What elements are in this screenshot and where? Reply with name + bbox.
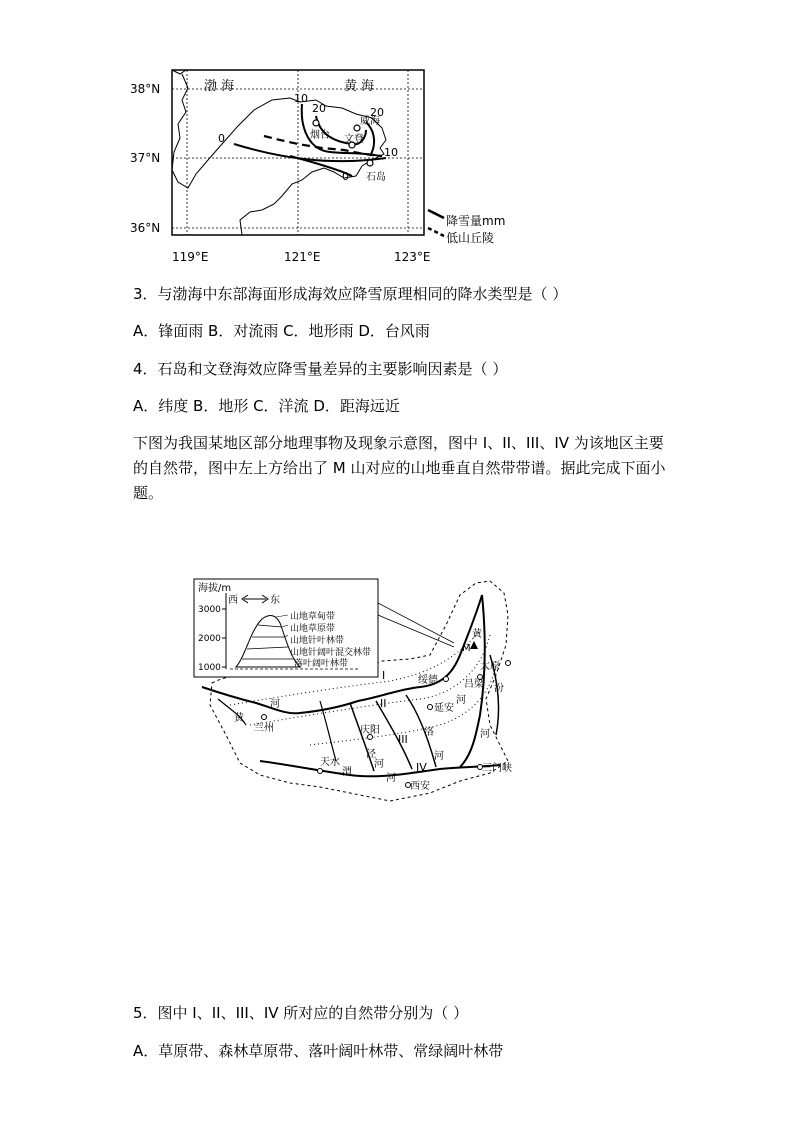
lat-37: 37°N <box>130 151 161 165</box>
place-tianshui: 天水 <box>320 757 340 768</box>
natural-zones-map <box>190 575 540 810</box>
river-huang-2: 黄 <box>234 713 244 724</box>
legend-snow-label: 降雪量mm <box>446 214 506 228</box>
zone-iv: IV <box>416 761 427 774</box>
iso-label-20b: 20 <box>370 106 384 119</box>
sea-huanghai: 黄 海 <box>344 79 375 94</box>
river-he-6: 河 <box>386 773 396 784</box>
zone-ii: II <box>380 697 387 710</box>
sea-bohai: 渤 海 <box>204 79 235 94</box>
lon-123: 123°E <box>394 250 431 264</box>
place-xian: 西安 <box>410 781 430 792</box>
q4-stem: 4．石岛和文登海效应降雪量差异的主要影响因素是（ ） <box>133 360 508 378</box>
q3-options: A．锋面雨 B．对流雨 C．地形雨 D．台风雨 <box>133 322 430 340</box>
belt-mixed: 山地针阔叶混交林带 <box>290 648 372 658</box>
zone-iii: III <box>398 733 408 746</box>
place-lvliang: 吕梁 <box>464 679 484 690</box>
lat-38: 38°N <box>130 82 161 96</box>
river-he-4: 河 <box>434 751 444 762</box>
river-he-2: 河 <box>270 699 280 710</box>
place-yanan: 延安 <box>434 703 454 714</box>
river-jing: 泾 <box>366 749 376 760</box>
city-wendeng: 文登 <box>344 134 364 145</box>
q4-options: A．纬度 B．地形 C．洋流 D．距海远近 <box>133 397 400 415</box>
belt-steppe: 山地草原带 <box>290 624 336 634</box>
iso-label-0a: 0 <box>218 132 225 145</box>
q5-stem: 5．图中 I、II、III、IV 所对应的自然带分别为（ ） <box>133 1004 469 1022</box>
place-sanmenxia: 三门峡 <box>482 763 512 774</box>
lon-119: 119°E <box>172 250 209 264</box>
river-wei: 渭 <box>342 767 352 778</box>
zone-i: I <box>382 669 386 682</box>
place-lanzhou: 兰州 <box>254 723 274 734</box>
inset-y-1000: 1000 <box>198 663 221 673</box>
belt-meadow: 山地草甸带 <box>290 612 336 622</box>
inset-axis-title: 海拔/m <box>198 583 232 594</box>
iso-label-20a: 20 <box>312 102 326 115</box>
inset-east: 东 <box>270 595 280 606</box>
river-he-3: 河 <box>480 729 490 740</box>
q5-options: A．草原带、森林草原带、落叶阔叶林带、常绿阔叶林带 <box>133 1042 504 1060</box>
q3-stem: 3．与渤海中东部海面形成海效应降雪原理相同的降水类型是（ ） <box>133 285 568 303</box>
iso-label-10a: 10 <box>294 92 308 105</box>
river-he-1: 河 <box>456 695 466 706</box>
snowfall-map <box>130 60 450 270</box>
inset-west: 西 <box>228 595 238 606</box>
place-qingyang: 庆阳 <box>360 725 380 736</box>
legend-hills-line <box>428 228 444 236</box>
intro-paragraph: 下图为我国某地区部分地理事物及现象示意图，图中 I、II、III、IV 为该地区主要的自然带，图中左上方给出了 M 山对应的山地垂直自然带带谱。据此完成下面小题。 <box>133 434 666 502</box>
inset-y-2000: 2000 <box>198 634 221 644</box>
place-suide: 绥德 <box>418 675 438 686</box>
belt-deciduous: 落叶阔叶林带 <box>294 659 349 669</box>
belt-conifer: 山地针叶林带 <box>290 636 345 646</box>
place-taiyuan: 太原 <box>480 661 500 672</box>
river-luo: 洛 <box>424 727 434 738</box>
iso-label-10b: 10 <box>384 146 398 159</box>
city-yantai: 烟台 <box>310 130 330 141</box>
river-fen: 汾 <box>494 683 504 694</box>
river-huang-1: 黄 <box>472 629 482 640</box>
river-he-5: 河 <box>374 759 384 770</box>
iso-label-0b: 0 <box>342 170 349 183</box>
city-weihai: 威海 <box>360 116 380 127</box>
legend-hills-label: 低山丘陵 <box>446 231 495 245</box>
lon-121: 121°E <box>284 250 321 264</box>
inset-y-3000: 3000 <box>198 605 221 615</box>
city-shidao: 石岛 <box>366 172 386 183</box>
lat-36: 36°N <box>130 221 161 235</box>
mountain-m: M <box>462 643 471 654</box>
legend-snow-line <box>428 210 444 218</box>
